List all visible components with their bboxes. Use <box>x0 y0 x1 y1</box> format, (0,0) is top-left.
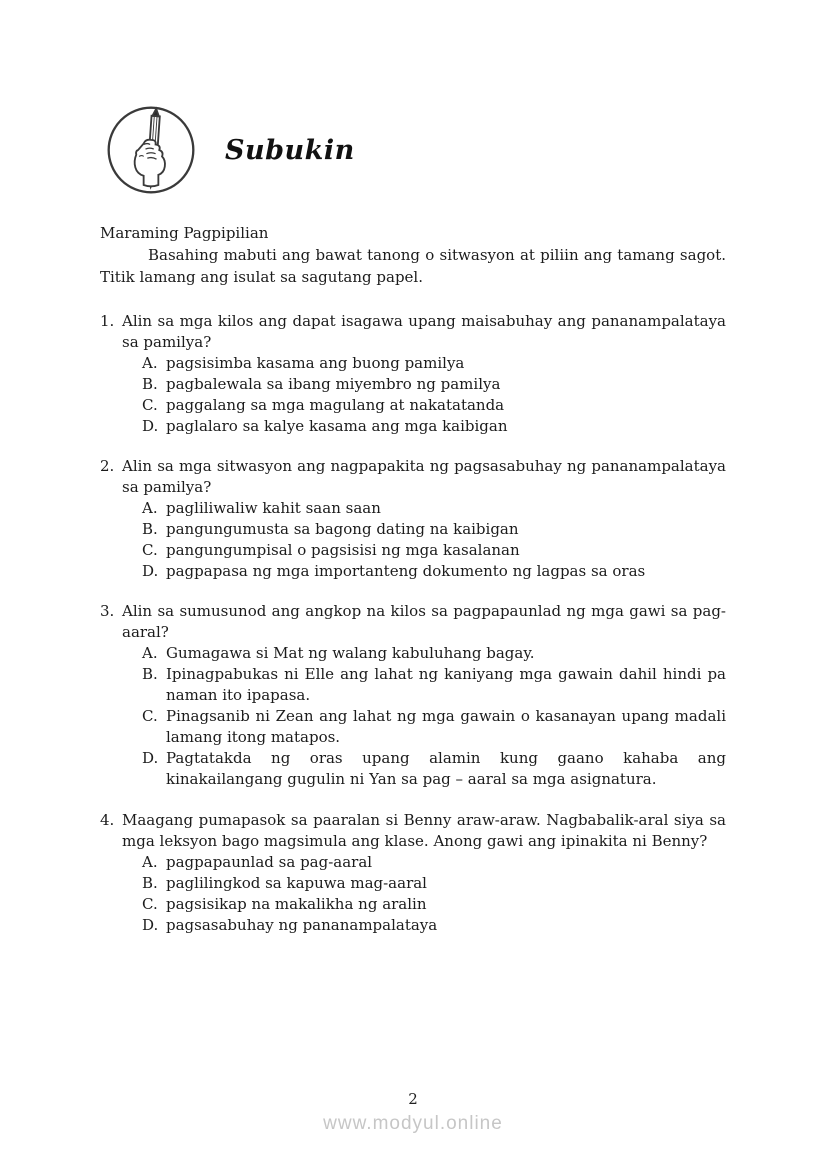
option-text: pagpapasa ng mga importanteng dokumento ng lagpas sa oras <box>166 562 646 580</box>
option-text: Pagtatakda ng oras upang alamin kung gaano kahaba ang kinakailangang gugulin ni Yan sa pag – aaral sa mga asignatura. <box>166 749 726 788</box>
option-letter: A. <box>142 499 158 517</box>
option-letter: D. <box>142 562 159 580</box>
options-list <box>142 643 726 790</box>
question-text: Alin sa mga kilos ang dapat isagawa upang maisabuhay ang pananampalataya sa pamilya? <box>122 312 726 351</box>
option-item <box>142 519 726 540</box>
option-text: pagsisikap na makalikha ng aralin <box>166 895 427 913</box>
page-title: Subukin <box>225 134 355 166</box>
option-item <box>142 852 726 873</box>
option-text: paglalaro sa kalye kasama ang mga kaibigan <box>166 417 508 435</box>
option-letter: D. <box>142 417 159 435</box>
option-item <box>142 395 726 416</box>
question-number: 3. <box>100 602 115 620</box>
option-item <box>142 915 726 936</box>
option-letter: B. <box>142 375 158 393</box>
option-text: pagsasabuhay ng pananampalataya <box>166 916 438 934</box>
options-list <box>142 852 726 936</box>
option-item <box>142 561 726 582</box>
option-letter: C. <box>142 895 158 913</box>
option-item <box>142 353 726 374</box>
option-item <box>142 643 726 664</box>
options-list <box>142 498 726 582</box>
question-item-4 <box>100 810 726 936</box>
option-text: paggalang sa mga magulang at nakatatanda <box>166 396 505 414</box>
option-item <box>142 706 726 748</box>
option-text: Ipinagpabukas ni Elle ang lahat ng kaniyang mga gawain dahil hindi pa naman ito ipapasa. <box>166 665 726 704</box>
question-number: 1. <box>100 312 115 330</box>
watermark: www.modyul.online <box>323 1113 503 1134</box>
option-item <box>142 540 726 561</box>
question-text: Alin sa sumusunod ang angkop na kilos sa pagpapaunlad ng mga gawi sa pag-aaral? <box>122 602 726 641</box>
hand-pencil-icon <box>105 104 197 196</box>
options-list <box>142 353 726 437</box>
question-number: 2. <box>100 457 115 475</box>
instructions-body: Basahing mabuti ang bawat tanong o sitwasyon at piliin ang tamang sagot. Titik lamang ang isulat sa sagutang papel. <box>100 246 726 286</box>
option-item <box>142 664 726 706</box>
option-text: pagsisimba kasama ang buong pamilya <box>166 354 465 372</box>
option-letter: A. <box>142 354 158 372</box>
option-letter: C. <box>142 707 158 725</box>
option-text: pangungumusta sa bagong dating na kaibigan <box>166 520 519 538</box>
question-item-3 <box>100 601 726 790</box>
question-item-1 <box>100 311 726 437</box>
option-letter: B. <box>142 665 158 683</box>
option-letter: B. <box>142 520 158 538</box>
option-letter: D. <box>142 749 159 767</box>
question-body <box>122 601 726 790</box>
question-body <box>122 456 726 582</box>
page-number: 2 <box>408 1090 418 1108</box>
option-item <box>142 498 726 519</box>
option-item <box>142 748 726 790</box>
question-text: Maagang pumapasok sa paaralan si Benny araw-araw. Nagbabalik-aral siya sa mga leksyon bago magsimula ang klase. Anong gawi ang ipinakita ni Benny? <box>122 811 726 850</box>
option-letter: A. <box>142 853 158 871</box>
content-area <box>100 222 726 936</box>
option-text: pagliliwaliw kahit saan saan <box>166 499 381 517</box>
question-body <box>122 311 726 437</box>
question-text: Alin sa mga sitwasyon ang nagpapakita ng pagsasabuhay ng pananampalataya sa pamilya? <box>122 457 726 496</box>
option-letter: A. <box>142 644 158 662</box>
section-header <box>105 104 355 196</box>
question-number: 4. <box>100 811 115 829</box>
option-letter: D. <box>142 916 159 934</box>
question-body <box>122 810 726 936</box>
option-text: pagbalewala sa ibang miyembro ng pamilya <box>166 375 501 393</box>
instructions-heading: Maraming Pagpipilian <box>100 224 269 242</box>
option-text: Pinagsanib ni Zean ang lahat ng mga gawain o kasanayan upang madali lamang itong matapos. <box>166 707 726 746</box>
option-item <box>142 416 726 437</box>
option-letter: B. <box>142 874 158 892</box>
option-item <box>142 873 726 894</box>
option-letter: C. <box>142 396 158 414</box>
option-text: Gumagawa si Mat ng walang kabuluhang bagay. <box>166 644 535 662</box>
option-text: paglilingkod sa kapuwa mag-aaral <box>166 874 427 892</box>
question-item-2 <box>100 456 726 582</box>
option-item <box>142 374 726 395</box>
option-text: pagpapaunlad sa pag-aaral <box>166 853 373 871</box>
option-item <box>142 894 726 915</box>
option-letter: C. <box>142 541 158 559</box>
option-text: pangungumpisal o pagsisisi ng mga kasalanan <box>166 541 520 559</box>
